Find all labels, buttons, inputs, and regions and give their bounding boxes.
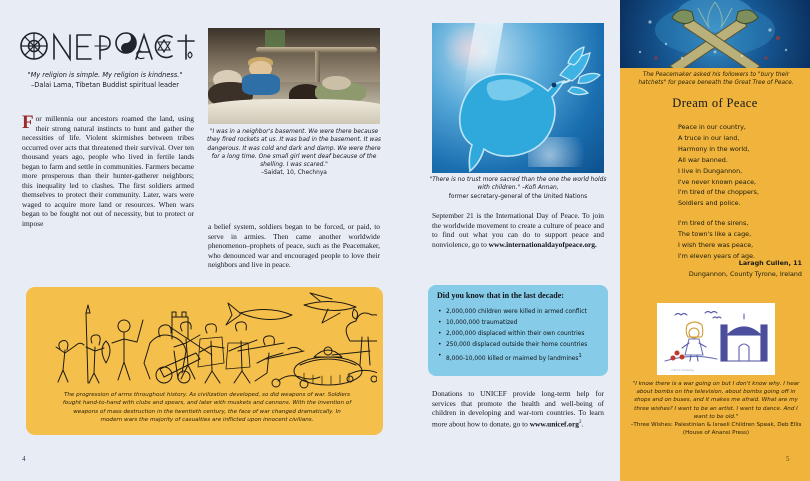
body-column-1 xyxy=(22,114,194,229)
dove-icon xyxy=(432,23,604,173)
photo-pipe-vertical xyxy=(315,51,320,84)
poem-line: I wish there was peace, xyxy=(678,241,754,250)
poem-line: Harmony in the world, xyxy=(678,144,750,153)
unicef-text-end: . xyxy=(581,419,584,429)
caption-hatchets: The Peacemaker asked his followers to "bury their hatchets" for peace beneath the Great Tree of Peace. xyxy=(638,72,794,87)
poem-line: Peace in our country, xyxy=(678,123,746,131)
caption-basement xyxy=(206,128,382,178)
dalai-quote-text: "My religion is simple. My religion is kindness." xyxy=(27,71,183,79)
caption-dove xyxy=(428,176,608,201)
wishes-attribution: –Three Wishes: Palestinian & Israeli Children Speak, Deb Ellis (House of Anansi Press) xyxy=(630,422,802,437)
dalai-lama-quote xyxy=(10,70,200,90)
annan-quote: "There is no trust more sacred than the one the world holds with children." –Kofi Annan, xyxy=(429,177,607,192)
page-number-right: 5 xyxy=(786,455,790,463)
caption-three-wishes xyxy=(628,380,804,437)
body-column-2-text: a belief system, soldiers began to be forced, or paid, to serve in armies. Then came another worldwide phenomenon–prophets of peace, such as the Peacemaker, who denounced war and encouraged people to love their neighbors and live in peace. xyxy=(208,222,380,270)
poem-attribution xyxy=(630,258,802,279)
idp-url[interactable]: www.internationaldayofpeace.org. xyxy=(488,239,597,249)
unicef-text: Donations to UNICEF provide long-term help for services that promote the health and well-being of children in developing and war-torn countries. To learn more about how to donate, go to xyxy=(432,389,604,429)
wishes-quote: "I know there is a war going on but I don't know why. I hear about bombs on the television, about bombs going off in shops and on buses, and it makes me afraid. What are my three wishes? I want to be an artist. I want to dance. And I want to be old." xyxy=(632,381,800,420)
list-item xyxy=(438,351,602,365)
list-item-text: 8,000-10,000 killed or maimed by landmines xyxy=(446,356,579,363)
list-item: • 2,000,000 displaced within their own countries xyxy=(438,329,602,340)
body-column-2 xyxy=(208,222,380,270)
poem-line: Soldiers and police. xyxy=(678,199,741,208)
poem-line: I live in Dungannon, xyxy=(678,166,743,175)
list-item: • 250,000 displaced outside their home countries xyxy=(438,340,602,351)
facts-list xyxy=(438,307,602,365)
poem-line: A truce in our land, xyxy=(678,133,740,142)
poem-location: Dungannon, County Tyrone, Ireland xyxy=(688,269,802,278)
international-day-of-peace-paragraph xyxy=(432,211,604,249)
footnote-marker: 1 xyxy=(578,353,582,360)
child-drawing-art xyxy=(657,303,775,375)
image-buried-hatchets xyxy=(620,0,810,68)
poem-stanza-gap xyxy=(678,209,810,218)
poem-body xyxy=(678,122,810,262)
poem-line: All war banned. xyxy=(678,155,728,164)
poem-line: I'm eleven years of age. xyxy=(678,251,756,260)
hatchets-art xyxy=(620,0,810,68)
weapons-progression-illustration xyxy=(32,291,377,391)
dalai-quote-attribution: –Dalai Lama, Tibetan Buddist spiritual leader xyxy=(30,81,180,89)
body-dropcap: F xyxy=(22,112,34,133)
svg-text:child's drawing: child's drawing xyxy=(671,368,694,372)
idp-text: September 21 is the International Day of Peace. To join the worldwide movement to create a culture of peace and to find out what you can do to support peace and nonviolence, go to xyxy=(432,211,604,249)
poem-line: I'm tired of the choppers, xyxy=(678,188,759,197)
photo-child-2-shirt xyxy=(242,74,280,95)
list-item: • 10,000,000 traumatized xyxy=(438,318,602,329)
masthead-logo xyxy=(14,22,199,68)
poem-author: Laragh Cullen, 11 xyxy=(738,259,802,267)
did-you-know-panel xyxy=(428,285,608,376)
image-child-drawing xyxy=(657,303,775,375)
poem-title: Dream of Peace xyxy=(672,96,758,110)
body-column-1-text: or millennia our ancestors roamed the land, using their strong natural instincts to hunt and gather the necessities of life. Violent skirmishes between tribes occurred over acts that threatened their survival. Over ten thousand years ago, people who lived in fertile lands began to farm and settle in communities. Farmers became more prosperous than their hunter-gatherer neighbors; this inequality led to clashes. The first soldiers armed themselves to protect their community. Later, wars were waged to acquire more land or resources. When wars began to be fought not out of necessity, but to protect or impose xyxy=(22,114,194,229)
poem-line: I'm tired of the sirens, xyxy=(678,219,749,228)
caption-weapons: The progression of arms throughout history. As civilization developed, so did weapons of war. Soldiers fought hand-to-hand with clubs and spears, and later with muskets and cannons. With the invention of weapons of mass destruction in the twentieth century, the face of war changed dramatically. In modern wars the majority of casualties are inflicted upon innocent civilians. xyxy=(62,392,352,424)
annan-attribution: former secretary-general of the United Nations xyxy=(448,193,588,200)
caption-basement-quote: "I was in a neighbor's basement. We were there because they fired rockets at us. It was bad in the basement. It was dangerous. It was cold and dark and damp. We were there for a long time. One small girl went deaf because of the shelling. I was scared." xyxy=(206,129,382,169)
unicef-url[interactable]: www.unicef.org xyxy=(529,419,579,429)
list-item: • 2,000,000 children were killed in armed conflict xyxy=(438,307,602,318)
caption-basement-attribution: –Saidat, 10, Chechnya xyxy=(261,170,327,177)
image-dove-un xyxy=(432,23,604,173)
page-number-left: 4 xyxy=(22,455,26,463)
photo-blanket xyxy=(208,99,380,124)
photo-basement-children xyxy=(208,28,380,124)
poem-line: The town's like a cage, xyxy=(678,230,752,239)
unicef-paragraph xyxy=(432,389,604,429)
footnote-marker: 2 xyxy=(578,419,582,425)
poem-line: I've never known peace, xyxy=(678,177,757,186)
weapons-progression-panel xyxy=(26,287,383,435)
did-you-know-title: Did you know that in the last decade: xyxy=(437,291,564,300)
